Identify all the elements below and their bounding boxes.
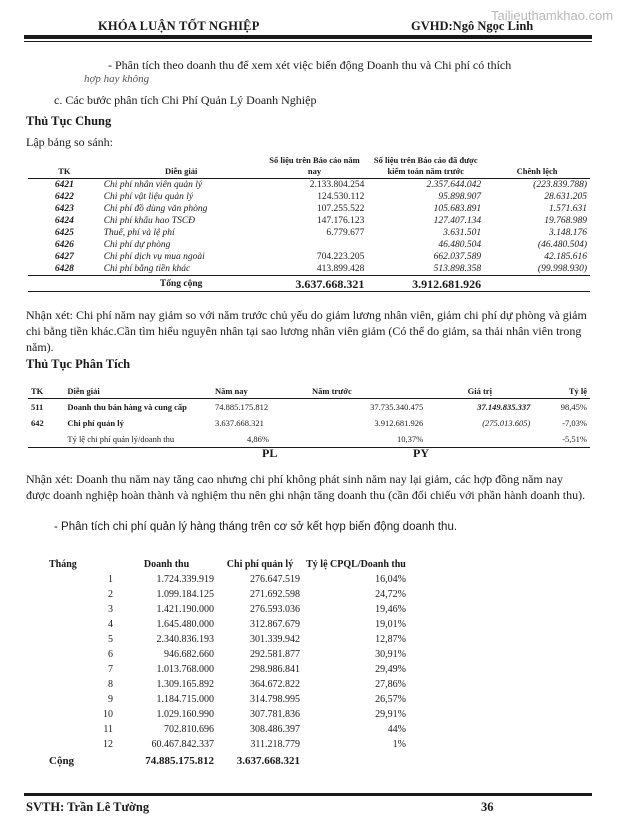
- cell-name: Chi phí vật liệu quản lý: [103, 192, 194, 202]
- cell-cost: 271.692.598: [250, 589, 300, 600]
- cell-current: 147.176.123: [316, 216, 365, 226]
- col-revenue: Doanh thu: [143, 558, 190, 570]
- cell-prior: 95.898.907: [438, 192, 482, 202]
- cell-ratio: 1%: [392, 739, 406, 750]
- analysis-table-header: [28, 384, 590, 399]
- cell-revenue: 2.340.836.193: [156, 634, 214, 645]
- cell-prior: 2.357.644.042: [426, 180, 482, 190]
- cell-cost: 311.218.779: [250, 739, 300, 750]
- cell-value: [426, 431, 533, 448]
- cell-cost: 276.647.519: [250, 574, 300, 585]
- col-cost: Chi phí quản lý: [226, 558, 294, 570]
- cell-revenue: 1.029.160.990: [156, 709, 214, 720]
- cell-prior: 662.037.589: [433, 252, 482, 262]
- cell-cost: 307.781.836: [250, 709, 300, 720]
- table-row: [46, 602, 409, 617]
- section-analysis-title: Thủ Tục Phân Tích: [26, 357, 131, 371]
- cell-diff: 3.148.176: [549, 228, 587, 238]
- comparison-table-header: [28, 154, 590, 179]
- step-c-heading: c. Các bước phân tích Chi Phí Quản Lý Doanh Nghiệp: [54, 93, 317, 107]
- cell-diff: 1.571.631: [549, 204, 587, 214]
- table-row: [46, 632, 409, 647]
- table-row: [28, 191, 590, 203]
- table-row: [28, 399, 590, 416]
- watermark-text: Tailieuthamkhao.com: [491, 8, 614, 23]
- cell-cost: 308.486.397: [250, 724, 300, 735]
- cell-revenue: 1.309.165.892: [156, 679, 214, 690]
- col-ratio: Tỷ lệ: [533, 384, 590, 399]
- cell-diff: (99.998.930): [537, 264, 587, 274]
- cell-revenue: 1.724.339.919: [156, 574, 214, 585]
- cell-ratio: 29,49%: [375, 664, 406, 675]
- cell-name: Chi phí nhân viên quản lý: [103, 180, 203, 190]
- col-value: Giá trị: [426, 384, 533, 399]
- table-row: [28, 179, 590, 192]
- cell-revenue: 702.810.696: [164, 724, 214, 735]
- col-tk: TK: [28, 384, 64, 399]
- intro-line-continued: hợp hay không: [84, 73, 150, 85]
- header-title: KHÓA LUẬN TỐT NGHIỆP: [98, 19, 260, 33]
- cell-revenue: 1.099.184.125: [156, 589, 214, 600]
- cell-month: 5: [108, 634, 113, 645]
- cell-ratio: 29,91%: [375, 709, 406, 720]
- cell-tk: 6422: [54, 192, 74, 202]
- cell-diff: 19.768.989: [544, 216, 587, 226]
- monthly-table: [46, 556, 409, 770]
- remark-one: Nhận xét: Chi phí năm nay giảm so với năm trước chủ yếu do giảm lương nhân viên, giảm chi phí dự phòng và giảm chi bằng tiền khác.Cần tìm hiểu nguyên nhân tại sao lương nhân viên giảm (Có thể do giảm, sa thải nhân viên trong năm).: [26, 308, 587, 354]
- cell-month: 8: [108, 679, 113, 690]
- total-label: Cộng: [49, 754, 75, 767]
- monthly-total-row: [46, 752, 409, 770]
- cell-tk: 6425: [54, 228, 74, 238]
- cell-cost: 314.798.995: [250, 694, 300, 705]
- cell-current: 6.779.677: [326, 228, 365, 238]
- cell-prior: 127.407.134: [433, 216, 482, 226]
- cell-revenue: 1.421.190.000: [156, 604, 214, 615]
- table-row: [28, 203, 590, 215]
- col-description: Diễn giải: [101, 154, 262, 179]
- cell-month: 1: [108, 574, 113, 585]
- cell-ratio: 27,86%: [375, 679, 406, 690]
- cell-ratio: -5,51%: [533, 431, 590, 448]
- col-current: Số liệu trên Báo cáo năm nay: [262, 154, 368, 179]
- total-prior: 3.912.681.926: [367, 276, 484, 292]
- table-row: [46, 737, 409, 752]
- cell-prior: 105.683.891: [433, 204, 482, 214]
- cell-name: Doanh thu bán hàng và cung cấp: [67, 402, 187, 412]
- cell-tk: 6421: [54, 180, 74, 190]
- cell-cost: 298.986.841: [250, 664, 300, 675]
- cell-prior: 513.898.358: [433, 264, 482, 274]
- cell-ratio: 19,46%: [375, 604, 406, 615]
- cell-ratio: 16,04%: [375, 574, 406, 585]
- cell-month: 3: [108, 604, 113, 615]
- comparison-table: [28, 154, 590, 292]
- cell-ratio: 24,72%: [375, 589, 406, 600]
- table-row: [28, 251, 590, 263]
- monthly-analysis-intro: - Phân tích chi phí quản lý hàng tháng trên cơ sở kết hợp biến động doanh thu.: [54, 521, 458, 533]
- cell-ratio: -7,03%: [562, 418, 587, 428]
- analysis-table: [28, 384, 590, 448]
- cell-cost: 276.593.036: [250, 604, 300, 615]
- cell-tk: [28, 431, 64, 448]
- cell-ratio: 30,91%: [375, 649, 406, 660]
- cell-name: Chi phí khấu hao TSCĐ: [103, 216, 196, 226]
- total-revenue: 74.885.175.812: [145, 754, 214, 767]
- cell-diff: (223.839.788): [533, 180, 587, 190]
- cell-tk: 6424: [54, 216, 74, 226]
- col-current: Năm nay: [212, 384, 309, 399]
- table-row: [46, 662, 409, 677]
- section-general-title: Thủ Tục Chung: [26, 114, 112, 128]
- table-row: [46, 707, 409, 722]
- col-tk: TK: [28, 154, 101, 179]
- cell-current: 2.133.804.254: [309, 180, 365, 190]
- cell-cost: 292.581.877: [250, 649, 300, 660]
- cell-month: 12: [103, 739, 113, 750]
- cell-name: Thuế, phí và lệ phí: [103, 228, 175, 238]
- cell-ratio: 26,57%: [375, 694, 406, 705]
- header-supervisor: GVHD:Ngô Ngọc Linh: [411, 19, 534, 33]
- cell-diff: (46.480.504): [537, 240, 587, 250]
- cell-month: 11: [103, 724, 113, 735]
- cell-cost: 301.339.942: [250, 634, 300, 645]
- cell-ratio: 44%: [387, 724, 406, 735]
- cell-prior: 3.631.501: [443, 228, 482, 238]
- total-cost: 3.637.668.321: [236, 754, 300, 767]
- table-row: [28, 263, 590, 276]
- cell-name: Tỷ lệ chi phí quản lý/doanh thu: [64, 431, 212, 448]
- cell-cost: 364.672.822: [250, 679, 300, 690]
- cell-month: 7: [108, 664, 113, 675]
- cell-month: 6: [108, 649, 113, 660]
- table-row: [46, 722, 409, 737]
- section-general-subtitle: Lập bảng so sánh:: [26, 135, 113, 149]
- cell-name: Chi phí dịch vụ mua ngoài: [103, 252, 205, 262]
- cell-current: [262, 239, 368, 251]
- cell-current: 4,86%: [212, 431, 309, 448]
- cell-revenue: 1.184.715.000: [156, 694, 214, 705]
- cell-revenue: 60.467.842.337: [151, 739, 214, 750]
- table-row: [46, 692, 409, 707]
- cell-current: 704.223.205: [316, 252, 365, 262]
- cell-month: 4: [108, 619, 113, 630]
- table-row: [46, 587, 409, 602]
- intro-line: - Phân tích theo doanh thu để xem xét việc biến động Doanh thu và Chi phí có thích: [108, 58, 512, 72]
- cell-month: 9: [108, 694, 113, 705]
- cell-revenue: 1.645.480.000: [156, 619, 214, 630]
- monthly-table-header: [46, 556, 409, 572]
- col-diff: Chênh lệch: [484, 154, 590, 179]
- total-current: 3.637.668.321: [262, 276, 368, 292]
- remark-two: Nhận xét: Doanh thu năm nay tăng cao nhưng chi phí không phát sinh năm nay lại giảm, các hợp đồng năm nay được doanh nghiệp hoàn thành và nghiệm thu nên ghi nhận tăng doanh thu (cần đối chiếu với phần hành doanh thu).: [26, 472, 586, 502]
- cell-prior: 37.735.340.475: [370, 402, 424, 412]
- cell-current: 124.530.112: [317, 192, 365, 202]
- cell-prior: 10,37%: [309, 431, 426, 448]
- cell-name: Chi phí quản lý: [67, 418, 124, 428]
- cell-tk: 6426: [54, 240, 74, 250]
- col-description: Diễn giải: [64, 384, 212, 399]
- cell-current: 413.899.428: [316, 264, 365, 274]
- header-rule-thin: [24, 41, 592, 42]
- cell-prior: 3.912.681.926: [374, 418, 424, 428]
- cell-current: 3.637.668.321: [214, 418, 264, 428]
- cell-prior: 46.480.504: [438, 240, 482, 250]
- cell-diff: 42.185.616: [544, 252, 587, 262]
- pl-label: PL: [262, 446, 278, 460]
- col-ratio: Tỷ lệ CPQL/Doanh thu: [306, 558, 406, 570]
- cell-tk: 6428: [54, 264, 74, 274]
- table-row: [46, 677, 409, 692]
- table-row: [46, 617, 409, 632]
- total-label: Tổng cộng: [101, 276, 262, 292]
- cell-value: 37.149.835.337: [477, 402, 531, 412]
- footer-rule: [24, 793, 592, 796]
- total-row: [28, 276, 590, 292]
- table-row: [46, 647, 409, 662]
- cell-tk: 642: [31, 418, 44, 428]
- col-month: Tháng: [49, 558, 77, 570]
- cell-value: (275.013.605): [482, 418, 531, 428]
- header-rule: [24, 35, 592, 39]
- cell-tk: 6423: [54, 204, 74, 214]
- cell-revenue: 1.013.768.000: [156, 664, 214, 675]
- table-row: [28, 227, 590, 239]
- cell-revenue: 946.682.660: [164, 649, 214, 660]
- cell-cost: 312.867.679: [250, 619, 300, 630]
- cell-tk: 6427: [54, 252, 74, 262]
- col-prior: Năm trước: [309, 384, 426, 399]
- py-label: PY: [413, 446, 429, 460]
- cell-name: Chi phí đồ dùng văn phòng: [103, 204, 208, 214]
- col-prior: Số liệu trên Báo cáo đã được kiểm toán năm trước: [367, 154, 484, 179]
- cell-diff: 28.631.205: [544, 192, 587, 202]
- cell-name: Chi phí bằng tiền khác: [103, 264, 191, 274]
- cell-current: 107.255.522: [316, 204, 365, 214]
- cell-name: Chi phí dự phòng: [103, 240, 171, 250]
- cell-tk: 511: [31, 402, 44, 412]
- table-row: [28, 415, 590, 431]
- table-row: [28, 431, 590, 448]
- table-row: [28, 215, 590, 227]
- page-number: 36: [481, 800, 494, 814]
- cell-ratio: 19,01%: [375, 619, 406, 630]
- footer-student: SVTH: Trần Lê Tường: [26, 800, 150, 814]
- cell-current: 74.885.175.812: [214, 402, 269, 412]
- cell-ratio: 12,87%: [375, 634, 406, 645]
- cell-ratio: 98,45%: [560, 402, 587, 412]
- table-row: [46, 572, 409, 587]
- cell-month: 10: [103, 709, 113, 720]
- table-row: [28, 239, 590, 251]
- cell-month: 2: [108, 589, 113, 600]
